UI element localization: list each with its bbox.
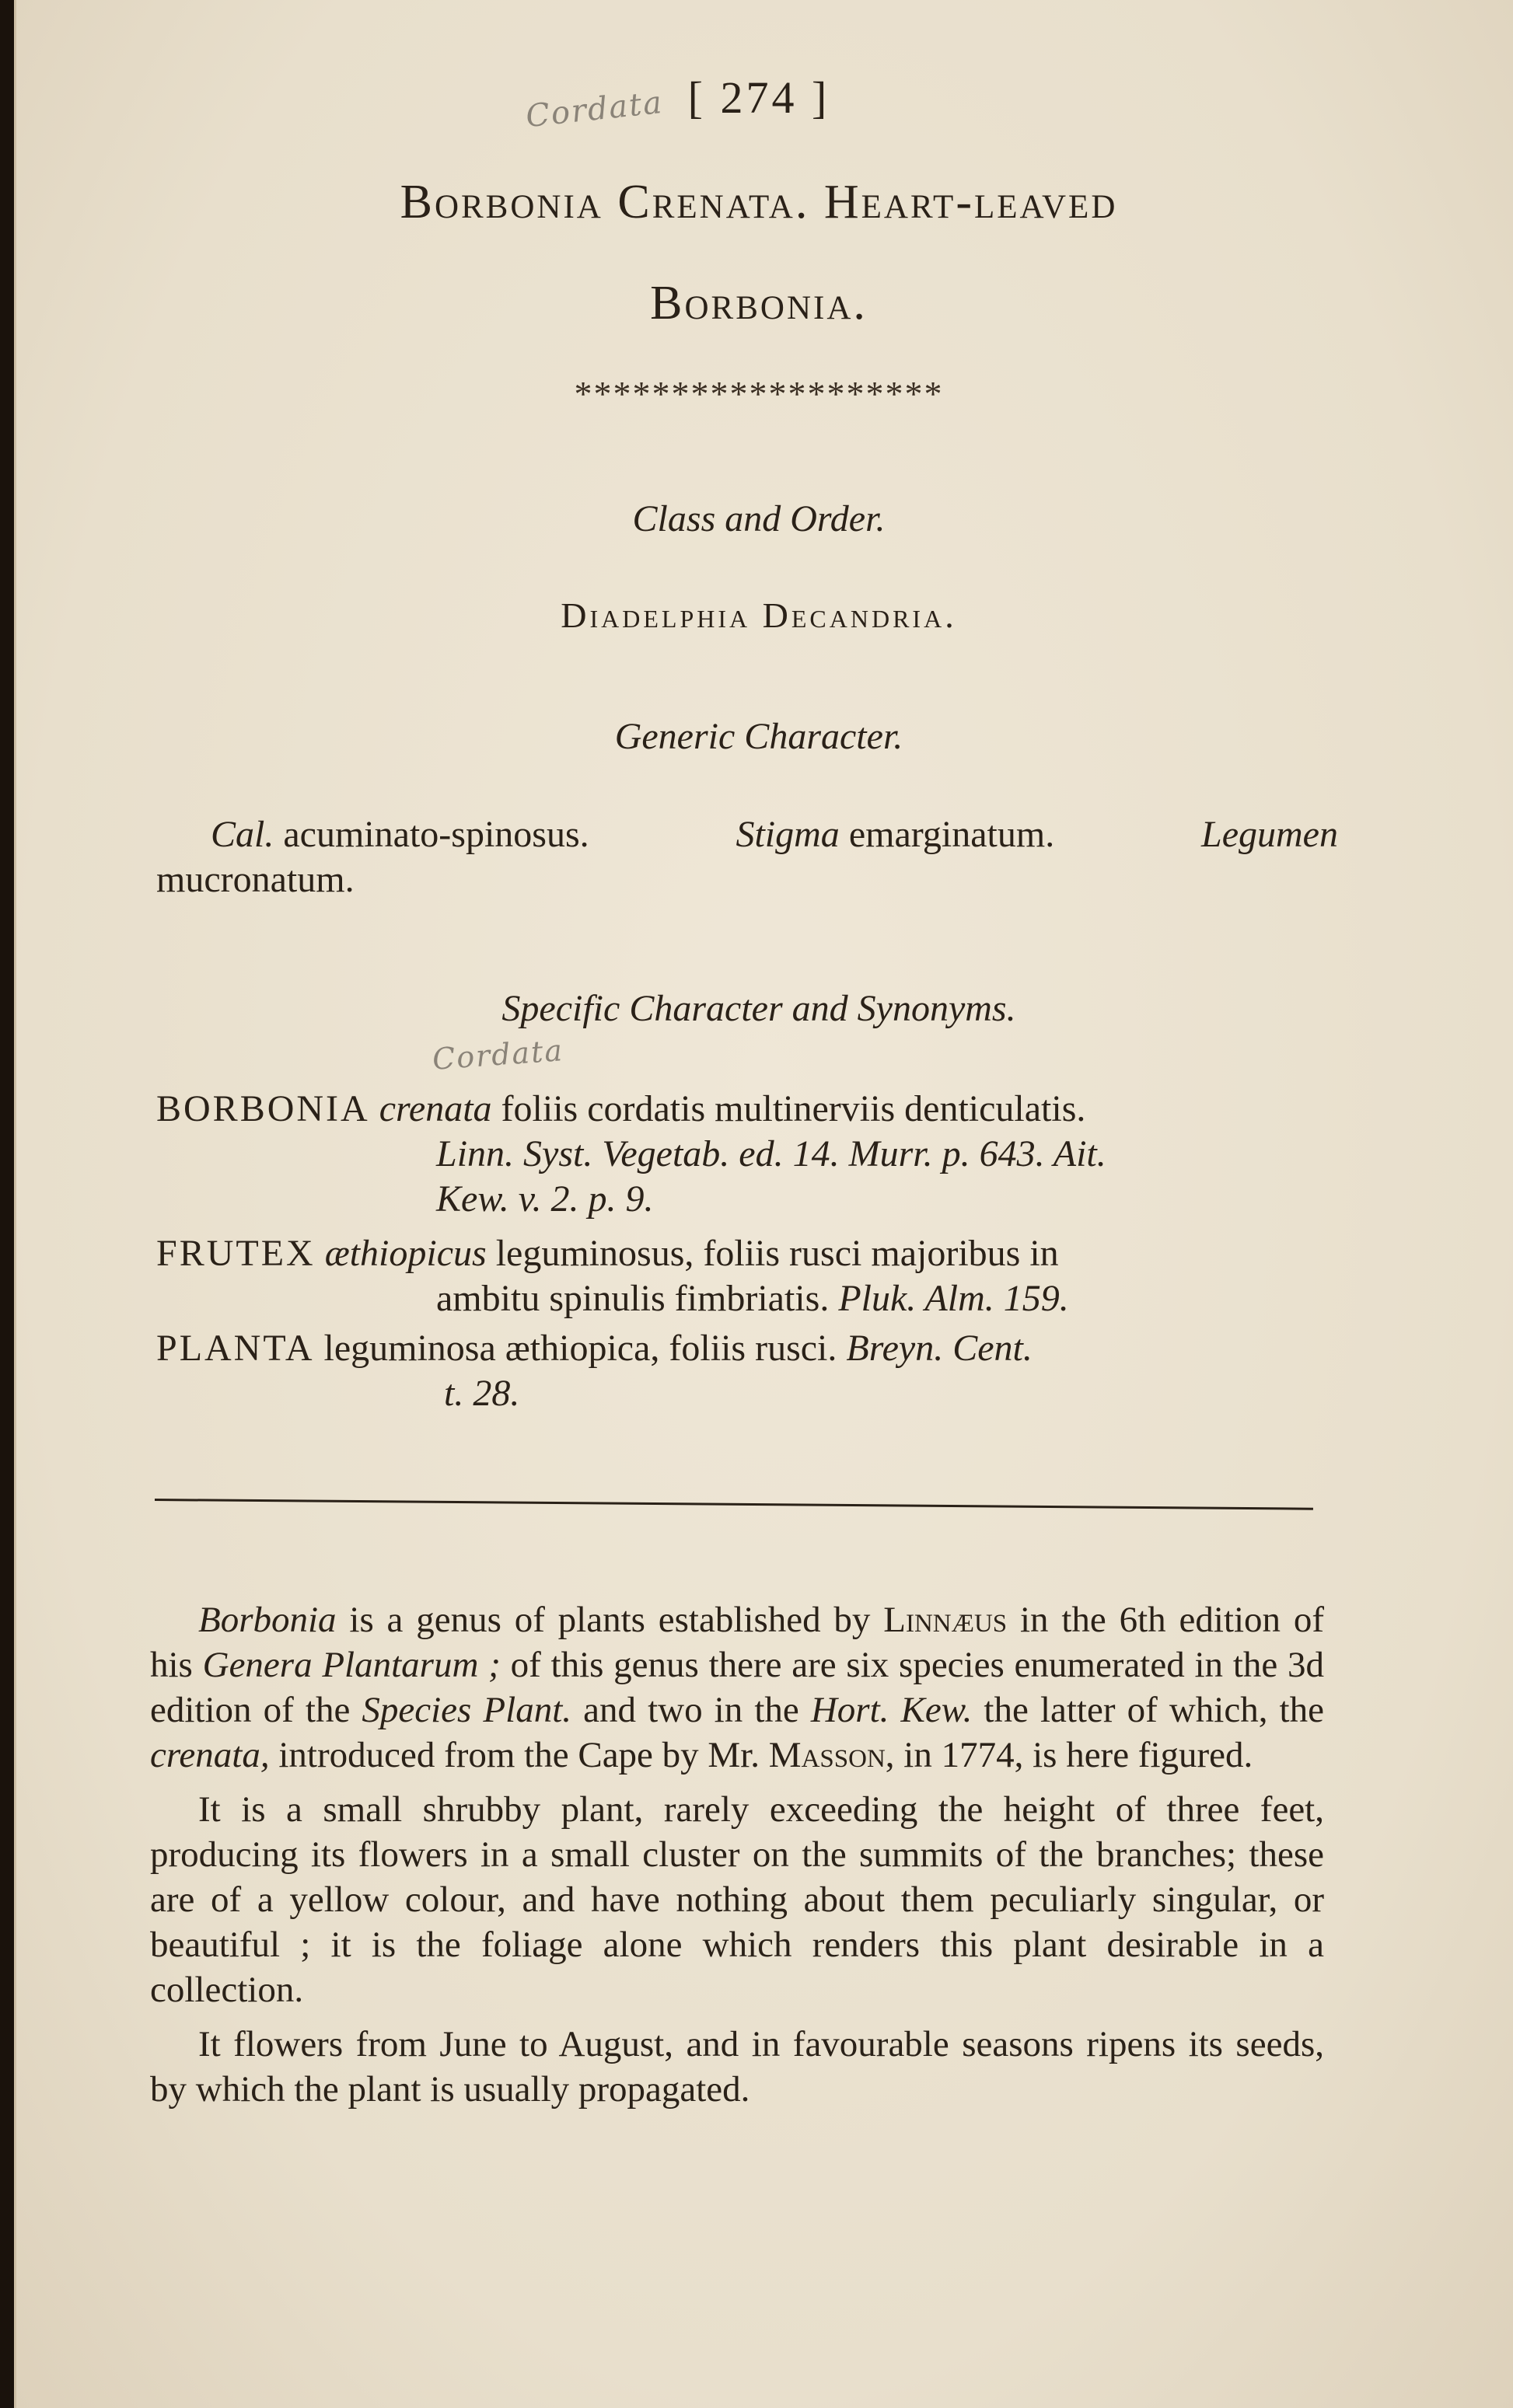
synonym-frutex <box>156 1231 1338 1321</box>
synonym-borbonia <box>156 1087 1338 1222</box>
author-linnaeus: Linnæus <box>883 1600 1008 1640</box>
collector-masson: Masson <box>768 1735 886 1775</box>
title-line-1: Borbonia Crenata. Heart-leaved <box>400 176 1118 229</box>
cal-text: acuminato-spinosus. <box>283 814 589 855</box>
synonym-planta <box>156 1326 1338 1416</box>
class-order-value: Diadelphia Decandria. <box>561 595 957 635</box>
cal-label: Cal. <box>211 814 274 855</box>
synonym-epithet: crenata <box>379 1088 492 1129</box>
generic-character-text <box>156 812 1338 902</box>
synonym-text: leguminosa æthiopica, foliis rusci. <box>323 1328 837 1369</box>
synonym-head: BORBONIA <box>156 1088 370 1129</box>
synonym-epithet: æthiopicus <box>324 1233 487 1274</box>
synonym-continuation: ambitu spinulis fimbriatis. <box>436 1278 830 1319</box>
horizontal-rule <box>155 1499 1313 1510</box>
handwritten-annotation-top: Cordata <box>524 84 666 135</box>
genus-name: Borbonia <box>198 1600 337 1640</box>
synonym-head: PLANTA <box>156 1328 315 1369</box>
synonym-head: FRUTEX <box>156 1233 316 1274</box>
handwritten-annotation-mid: Cordata <box>431 1033 565 1077</box>
synonym-text: leguminosus, foliis rusci majoribus in <box>495 1233 1059 1274</box>
specific-character-heading: Specific Character and Synonyms. <box>501 988 1016 1029</box>
synonym-reference-2: Kew. v. 2. p. 9. <box>436 1178 654 1220</box>
class-order-heading: Class and Order. <box>632 498 886 539</box>
paragraph-2: It is a small shrubby plant, rarely exceeding the height of three feet, producing its flowers in a small cluster on the summits of the branches; these are of a yellow colour, and have nothing about them peculiarly singular, or beautiful ; it is the foliage alone which renders this plant desirable in a collection. <box>150 1789 1324 2010</box>
generic-line-1 <box>156 812 1338 857</box>
synonym-continuation: t. 28. <box>444 1373 520 1414</box>
book-page <box>14 0 1513 2408</box>
description-body <box>150 1597 1324 2121</box>
legumen-text: mucronatum. <box>156 859 355 900</box>
paragraph-1: Borbonia is a genus of plants established by Linnæus in the 6th edition of his Genera Plantarum ; of this genus there are six species enumerated in the 3d edition of the Species Plant. and two in the Hort. Kew. the latter of which, the crenata, introduced from the Cape by Mr. Masson, in 1774, is here figured. <box>150 1600 1324 1775</box>
paragraph-3: It flowers from June to August, and in favourable seasons ripens its seeds, by which the plant is usually propagated. <box>150 2024 1324 2110</box>
stigma-label: Stigma <box>736 814 840 855</box>
legumen-label: Legumen <box>1201 814 1338 855</box>
stigma-text: emarginatum. <box>848 814 1055 855</box>
synonym-reference: Linn. Syst. Vegetab. ed. 14. Murr. p. 643. Ait. <box>436 1133 1106 1174</box>
synonym-reference: Breyn. Cent. <box>846 1328 1033 1369</box>
generic-character-heading: Generic Character. <box>614 716 903 757</box>
title-line-2: Borbonia. <box>650 277 868 330</box>
page-number: [ 274 ] <box>687 72 830 123</box>
page-title <box>2 152 1513 354</box>
synonym-reference: Pluk. Alm. 159. <box>838 1278 1069 1319</box>
decorative-star-rule: ******************* <box>574 374 944 414</box>
synonym-text: foliis cordatis multinerviis denticulatis. <box>501 1088 1086 1129</box>
